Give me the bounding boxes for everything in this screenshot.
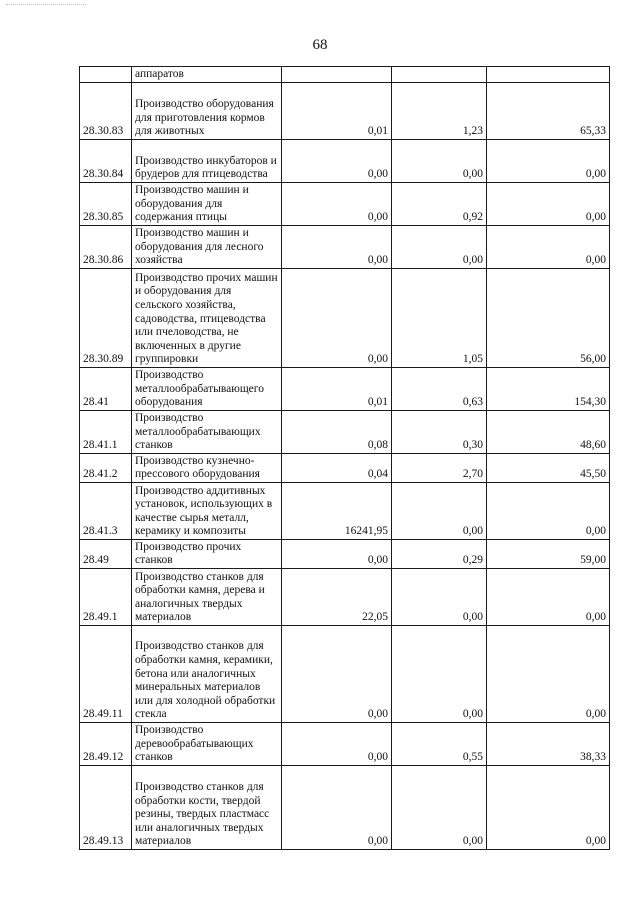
row-value-1: [282, 67, 392, 83]
row-name: Производство машин и оборудования для содержания птицы: [132, 183, 282, 226]
scan-artifact-line: [6, 4, 86, 6]
row-value-3: 154,30: [487, 368, 610, 411]
row-name: Производство аддитивных установок, использующих в качестве сырья металл, керамику и композиты: [132, 483, 282, 540]
row-code: 28.30.86: [80, 226, 132, 269]
row-value-2: 2,70: [392, 454, 487, 483]
row-value-1: 16241,95: [282, 483, 392, 540]
row-code: 28.41: [80, 368, 132, 411]
row-value-2: 0,63: [392, 368, 487, 411]
row-value-1: 0,00: [282, 540, 392, 569]
table-row: [80, 67, 610, 83]
row-value-3: 59,00: [487, 540, 610, 569]
row-code: 28.41.3: [80, 483, 132, 540]
row-name: Производство металлообрабатывающих станков: [132, 411, 282, 454]
row-value-2: 0,29: [392, 540, 487, 569]
row-value-3: [487, 67, 610, 83]
row-value-3: 0,00: [487, 140, 610, 183]
table-row: [80, 411, 610, 454]
row-value-2: 0,00: [392, 766, 487, 850]
row-value-1: 0,00: [282, 140, 392, 183]
table-row: [80, 140, 610, 183]
row-value-2: 1,23: [392, 83, 487, 140]
row-value-3: 56,00: [487, 269, 610, 368]
table-row: [80, 454, 610, 483]
row-value-3: 65,33: [487, 83, 610, 140]
row-code: [80, 67, 132, 83]
row-value-2: 0,30: [392, 411, 487, 454]
row-value-1: 0,04: [282, 454, 392, 483]
row-value-1: 0,00: [282, 226, 392, 269]
row-code: 28.41.1: [80, 411, 132, 454]
row-name: Производство машин и оборудования для лесного хозяйства: [132, 226, 282, 269]
row-value-2: [392, 67, 487, 83]
row-value-2: 0,00: [392, 569, 487, 626]
row-code: 28.41.2: [80, 454, 132, 483]
table-row: [80, 626, 610, 723]
row-value-1: 0,00: [282, 723, 392, 766]
row-value-1: 0,01: [282, 368, 392, 411]
row-name: Производство оборудования для приготовления кормов для животных: [132, 83, 282, 140]
row-code: 28.49.11: [80, 626, 132, 723]
row-value-3: 38,33: [487, 723, 610, 766]
row-value-3: 0,00: [487, 483, 610, 540]
table-row: [80, 766, 610, 850]
table-row: [80, 226, 610, 269]
table-row: [80, 723, 610, 766]
row-value-1: 0,00: [282, 766, 392, 850]
row-value-3: 45,50: [487, 454, 610, 483]
row-name: Производство металлообрабатывающего оборудования: [132, 368, 282, 411]
row-name: Производство станков для обработки кости, твердой резины, твердых пластмасс или аналогичных твердых материалов: [132, 766, 282, 850]
row-name: Производство прочих станков: [132, 540, 282, 569]
row-name: аппаратов: [132, 67, 282, 83]
table-row: [80, 183, 610, 226]
row-name: Производство инкубаторов и брудеров для птицеводства: [132, 140, 282, 183]
row-value-2: 0,55: [392, 723, 487, 766]
row-value-3: 0,00: [487, 183, 610, 226]
row-value-2: 0,00: [392, 483, 487, 540]
row-name: Производство станков для обработки камня, керамики, бетона или аналогичных минеральных материалов или для холодной обработки стекла: [132, 626, 282, 723]
row-value-1: 22,05: [282, 569, 392, 626]
row-value-2: 0,92: [392, 183, 487, 226]
row-code: 28.30.83: [80, 83, 132, 140]
table-body: [80, 67, 610, 850]
row-value-3: 0,00: [487, 226, 610, 269]
row-value-2: 0,00: [392, 226, 487, 269]
row-name: Производство станков для обработки камня, дерева и аналогичных твердых материалов: [132, 569, 282, 626]
row-name: Производство кузнечно-прессового оборудования: [132, 454, 282, 483]
row-value-1: 0,00: [282, 183, 392, 226]
row-code: 28.30.85: [80, 183, 132, 226]
row-code: 28.49: [80, 540, 132, 569]
row-value-1: 0,01: [282, 83, 392, 140]
row-code: 28.49.1: [80, 569, 132, 626]
row-value-2: 0,00: [392, 626, 487, 723]
row-value-3: 0,00: [487, 569, 610, 626]
row-value-1: 0,08: [282, 411, 392, 454]
row-code: 28.30.84: [80, 140, 132, 183]
row-value-3: 0,00: [487, 626, 610, 723]
table-row: [80, 483, 610, 540]
row-code: 28.49.13: [80, 766, 132, 850]
data-table: [79, 66, 610, 850]
page-number: 68: [312, 37, 328, 53]
row-value-3: 0,00: [487, 766, 610, 850]
row-value-2: 1,05: [392, 269, 487, 368]
table-row: [80, 269, 610, 368]
row-name: Производство прочих машин и оборудования для сельского хозяйства, садоводства, птицеводства или пчеловодства, не включенных в другие группировки: [132, 269, 282, 368]
table-row: [80, 83, 610, 140]
row-value-1: 0,00: [282, 269, 392, 368]
row-value-2: 0,00: [392, 140, 487, 183]
table-row: [80, 368, 610, 411]
row-value-3: 48,60: [487, 411, 610, 454]
row-name: Производство деревообрабатывающих станков: [132, 723, 282, 766]
table-row: [80, 540, 610, 569]
table-row: [80, 569, 610, 626]
row-code: 28.49.12: [80, 723, 132, 766]
row-value-1: 0,00: [282, 626, 392, 723]
row-code: 28.30.89: [80, 269, 132, 368]
